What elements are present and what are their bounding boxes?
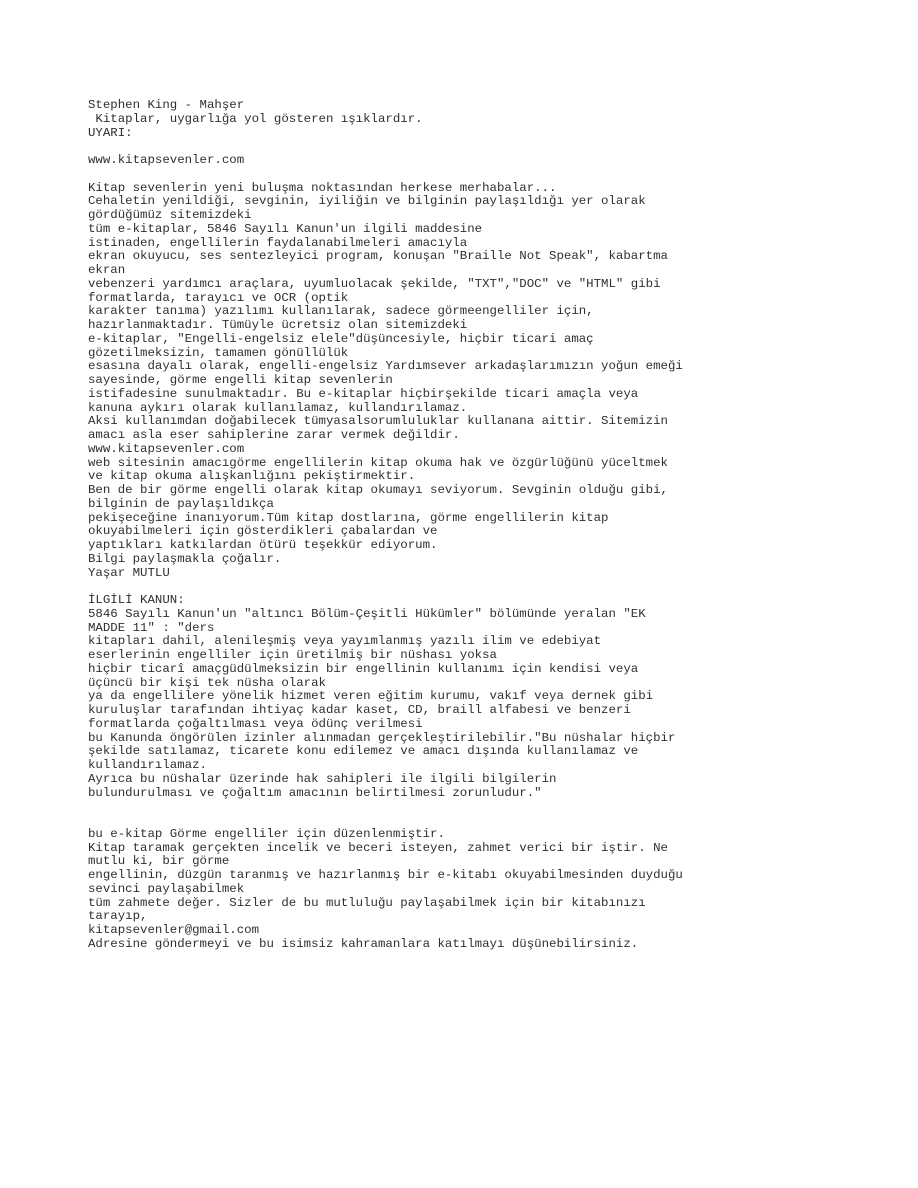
law-line: eserlerinin engelliler için üretilmiş bir nüshası yoksa — [88, 648, 497, 662]
blank-line — [88, 580, 888, 594]
intro-line: Bilgi paylaşmakla çoğalır. — [88, 551, 282, 566]
intro-line: pekişeceğine inanıyorum.Tüm kitap dostlarına, görme engellilerin kitap — [88, 510, 609, 525]
law-line: şekilde satılamaz, ticarete konu edilemez ve amacı dışında kullanılamaz ve — [88, 744, 639, 759]
intro-line: Cehaletin yenildiği, sevginin, iyiliğin ve bilginin paylaşıldığı yer olarak — [88, 194, 646, 209]
intro-line: formatlarda, tarayıcı ve OCR (optik — [88, 290, 349, 305]
intro-line: hazırlanmaktadır. Tümüyle ücretsiz olan sitemizdeki — [88, 318, 468, 332]
intro-line: ve kitap okuma alışkanlığını pekiştirmektir. — [88, 469, 416, 484]
book-title: Stephen King - Mahşer — [88, 98, 245, 112]
law-line: formatlarda çoğaltılması veya ödünç verilmesi — [88, 716, 423, 731]
law-heading: İLGİLİ KANUN: — [88, 593, 185, 607]
intro-line: ekran — [88, 263, 126, 277]
intro-line: ekran okuyucu, ses sentezleyici program, konuşan "Braille Not Speak", kabartma — [88, 249, 668, 264]
document-text — [88, 99, 888, 952]
motto-line: Kitaplar, uygarlığa yol gösteren ışıklardır. — [88, 111, 423, 126]
law-line: Ayrıca bu nüshalar üzerinde hak sahipleri ile ilgili bilgilerin — [88, 771, 557, 786]
law-line: kuruluşlar tarafından ihtiyaç kadar kaset, CD, braill alfabesi ve benzeri — [88, 703, 631, 717]
law-line: üçüncü bir kişi tek nüsha olarak — [88, 675, 326, 690]
law-line: kullandırılamaz. — [88, 758, 207, 772]
intro-line: sayesinde, görme engelli kitap sevenlerin — [88, 373, 393, 387]
intro-line: okuyabilmeleri için gösterdikleri çabalardan ve — [88, 524, 438, 539]
closing-line: Kitap taramak gerçekten incelik ve beceri isteyen, zahmet verici bir iştir. Ne — [88, 840, 668, 855]
intro-line: vebenzeri yardımcı araçlara, uyumluolacak şekilde, "TXT","DOC" ve "HTML" gibi — [88, 276, 661, 291]
closing-line: engellinin, düzgün taranmış ve hazırlanmış bir e-kitabı okuyabilmesinden duyduğu — [88, 868, 683, 882]
contact-email: kitapsevenler@gmail.com — [88, 923, 260, 937]
intro-line: yaptıkları katkılardan ötürü teşekkür ediyorum. — [88, 538, 438, 552]
document-header — [88, 99, 888, 140]
warning-heading: UYARI: — [88, 125, 133, 140]
intro-line: Kitap sevenlerin yeni buluşma noktasından herkese merhabalar... — [88, 180, 557, 195]
law-line: hiçbir ticarî amaçgüdülmeksizin bir engellinin kullanımı için kendisi veya — [88, 661, 639, 676]
closing-line: Adresine göndermeyi ve bu isimsiz kahramanlara katılmayı düşünebilirsiniz. — [88, 936, 639, 951]
closing-line: tüm zahmete değer. Sizler de bu mutluluğu paylaşabilmek için bir kitabınızı — [88, 895, 646, 910]
law-line: ya da engellilere yönelik hizmet veren eğitim kurumu, vakıf veya dernek gibi — [88, 689, 654, 704]
blank-line — [88, 814, 888, 828]
closing-line: mutlu ki, bir görme — [88, 854, 230, 869]
intro-line: web sitesinin amacıgörme engellilerin kitap okuma hak ve özgürlüğünü yüceltmek — [88, 455, 668, 470]
intro-line: Aksi kullanımdan doğabilecek tümyasalsorumluluklar kullanana aittir. Sitemizin — [88, 414, 668, 429]
intro-line: karakter tanıma) yazılımı kullanılarak, sadece görmeengelliler için, — [88, 304, 594, 319]
intro-line: esasına dayalı olarak, engelli-engelsiz Yardımsever arkadaşlarımızın yoğun emeği — [88, 359, 683, 374]
law-line: 5846 Sayılı Kanun'un "altıncı Bölüm-Çeşitli Hükümler" bölümünde yeralan "EK — [88, 606, 646, 621]
closing-line: tarayıp, — [88, 909, 148, 924]
intro-line: kanuna aykırı olarak kullanılamaz, kullandırılamaz. — [88, 400, 468, 415]
signature-name: Yaşar MUTLU — [88, 565, 170, 580]
law-line: bulundurulması ve çoğaltım amacının belirtilmesi zorunludur." — [88, 785, 542, 800]
intro-line: gördüğümüz sitemizdeki — [88, 208, 252, 222]
law-paragraph — [88, 594, 888, 800]
intro-line: istinaden, engellilerin faydalanabilmeleri amacıyla — [88, 235, 468, 250]
intro-line: e-kitaplar, "Engelli-engelsiz elele"düşüncesiyle, hiçbir ticari amaç — [88, 331, 594, 346]
law-line: kitapları dahil, alenileşmiş veya yayımlanmış yazılı ilim ve edebiyat — [88, 634, 602, 649]
law-line: bu Kanunda öngörülen izinler alınmadan gerçekleştirilebilir."Bu nüshalar hiçbir — [88, 730, 676, 745]
blank-line — [88, 168, 888, 182]
intro-paragraph — [88, 182, 888, 581]
intro-line: www.kitapsevenler.com — [88, 441, 245, 456]
site-url: www.kitapsevenler.com — [88, 153, 245, 167]
intro-line: Ben de bir görme engelli olarak kitap okumayı seviyorum. Sevginin olduğu gibi, — [88, 483, 668, 497]
intro-line: bilginin de paylaşıldıkça — [88, 496, 274, 511]
intro-line: gözetilmeksizin, tamamen gönüllülük — [88, 345, 349, 360]
intro-line: amacı asla eser sahiplerine zarar vermek değildir. — [88, 428, 460, 442]
blank-line — [88, 140, 888, 154]
closing-paragraph — [88, 828, 888, 952]
blank-line — [88, 800, 888, 814]
closing-line: bu e-kitap Görme engelliler için düzenlenmiştir. — [88, 826, 445, 841]
closing-line: sevinci paylaşabilmek — [88, 881, 245, 896]
law-line: MADDE 11" : "ders — [88, 620, 215, 635]
intro-line: tüm e-kitaplar, 5846 Sayılı Kanun'un ilgili maddesine — [88, 221, 483, 236]
intro-line: istifadesine sunulmaktadır. Bu e-kitaplar hiçbirşekilde ticari amaçla veya — [88, 386, 639, 401]
